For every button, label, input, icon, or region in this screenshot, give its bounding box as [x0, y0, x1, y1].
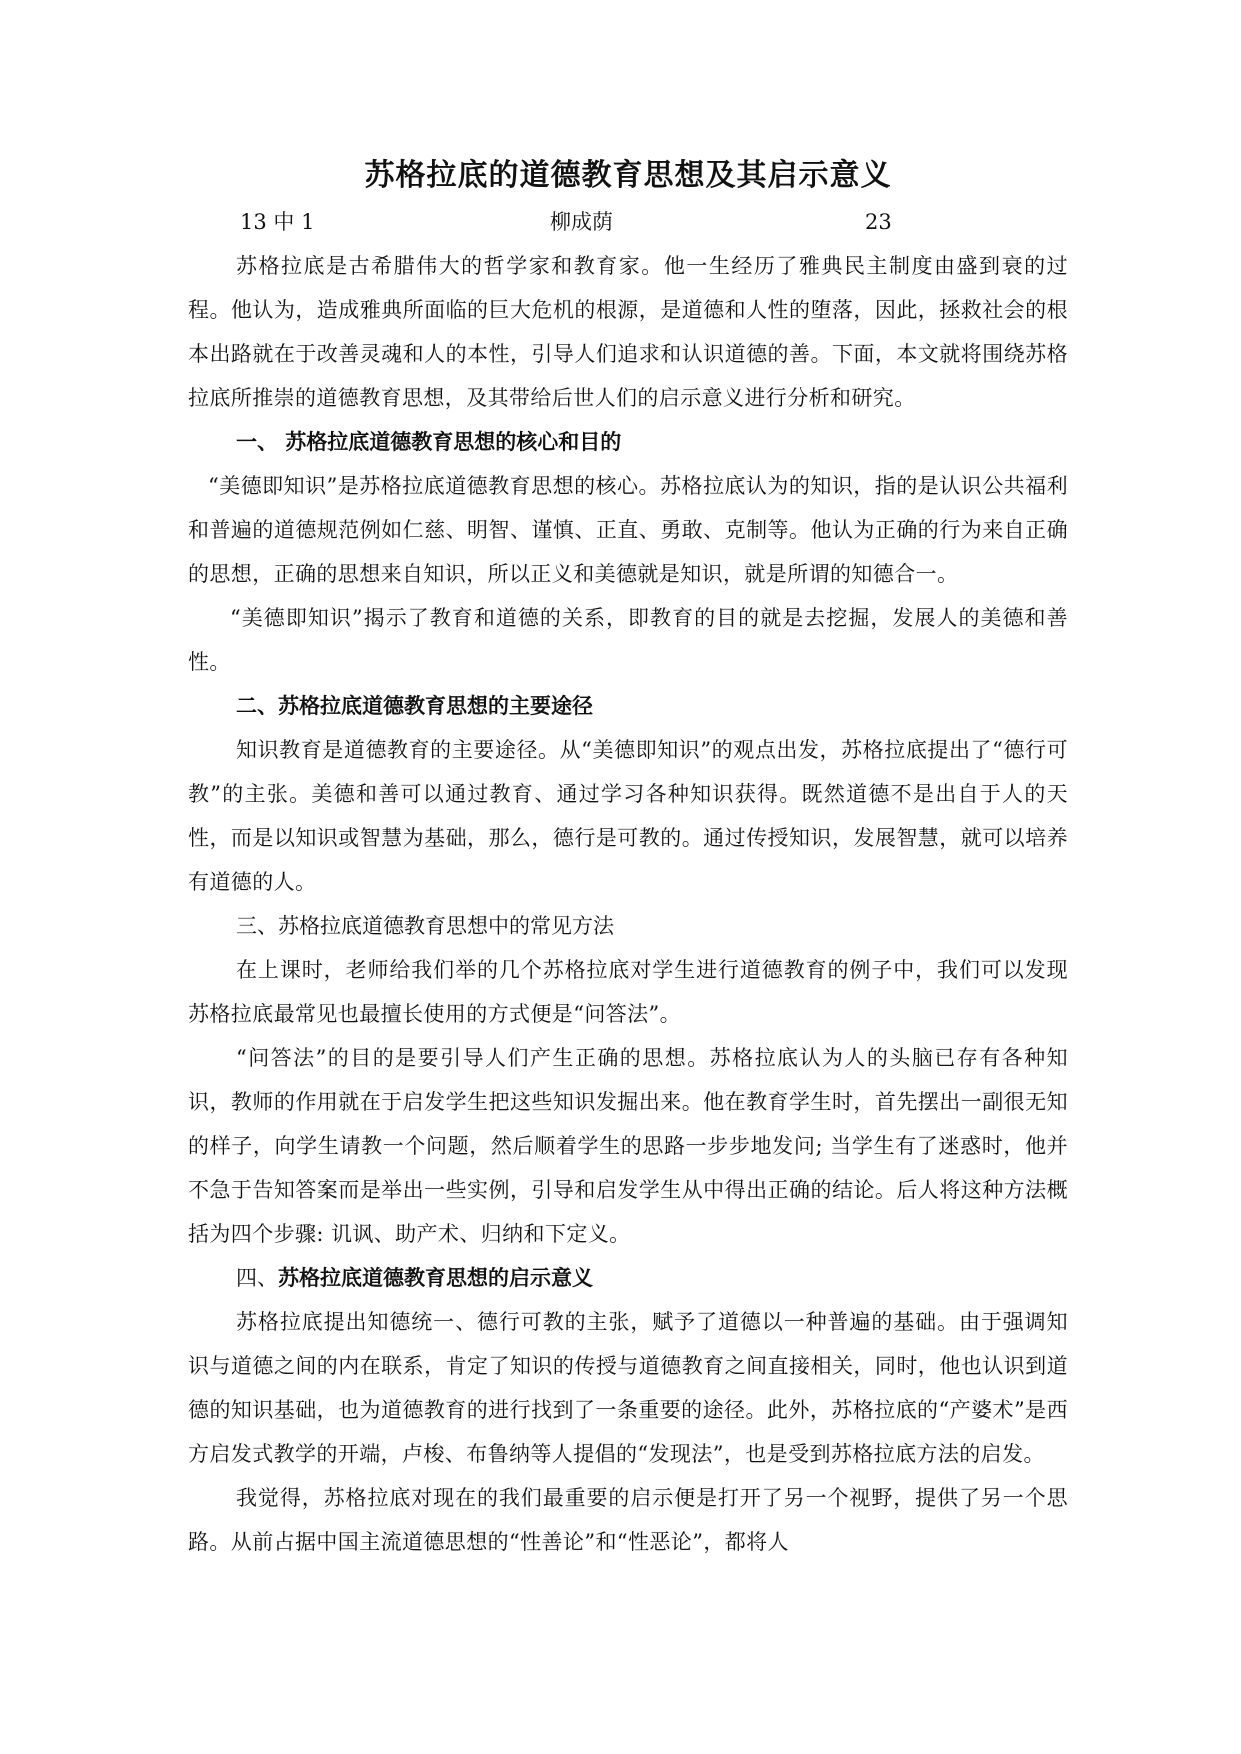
section-4-heading-text: 苏格拉底道德教育思想的启示意义 [278, 1265, 593, 1290]
document-title: 苏格拉底的道德教育思想及其启示意义 [364, 158, 892, 193]
section-3-paragraph-2: “问答法”的目的是要引导人们产生正确的思想。苏格拉底认为人的头脑已存有各种知识，教师的作用就在于启发学生把这些知识发掘出来。他在教育学生时，首先摆出一副很无知的样子，向学生请教一个问题，然后顺着学生的思路一步步地发问; 当学生有了迷惑时，他并不急于告知答案而是举出一些实例，引导和启发学生从中得出正确的结论。后人将这种方法概括为四个步骤: 讥讽、助产术、归纳和下定义。 [188, 1046, 1068, 1246]
section-1-paragraph-1: “美德即知识”是苏格拉底道德教育思想的核心。苏格拉底认为的知识，指的是认识公共福利和普遍的道德规范例如仁慈、明智、谨慎、正直、勇敢、克制等。他认为正确的行为来自正确的思想，正确的思想来自知识，所以正义和美德就是知识，就是所谓的知德合一。 [188, 474, 1068, 586]
section-3-paragraph-1: 在上课时，老师给我们举的几个苏格拉底对学生进行道德教育的例子中，我们可以发现苏格拉底最常见也最擅长使用的方式便是“问答法”。 [188, 958, 1068, 1026]
document-page [188, 150, 1068, 1564]
intro-paragraph: 苏格拉底是古希腊伟大的哲学家和教育家。他一生经历了雅典民主制度由盛到衰的过程。他认为，造成雅典所面临的巨大危机的根源，是道德和人性的堕落，因此，拯救社会的根本出路就在于改善灵魂和人的本性，引导人们追求和认识道德的善。下面，本文就将围绕苏格拉底所推崇的道德教育思想，及其带给后世人们的启示意义进行分析和研究。 [188, 254, 1068, 410]
section-4-heading [188, 1256, 1068, 1300]
author-name: 柳成荫 [550, 210, 613, 234]
author-line [188, 200, 1068, 244]
section-4-heading-prefix: 四、 [236, 1266, 278, 1290]
section-2-heading: 二、苏格拉底道德教育思想的主要途径 [236, 693, 593, 718]
section-4-paragraph-2: 我觉得，苏格拉底对现在的我们最重要的启示便是打开了另一个视野，提供了另一个思路。从前占据中国主流道德思想的“性善论”和“性恶论”，都将人 [188, 1486, 1068, 1554]
student-number: 23 [865, 210, 892, 234]
section-4-paragraph-1: 苏格拉底提出知德统一、德行可教的主张，赋予了道德以一种普遍的基础。由于强调知识与道德之间的内在联系，肯定了知识的传授与道德教育之间直接相关，同时，他也认识到道德的知识基础，也为道德教育的进行找到了一条重要的途径。此外，苏格拉底的“产婆术”是西方启发式教学的开端，卢梭、布鲁纳等人提倡的“发现法”，也是受到苏格拉底方法的启发。 [188, 1310, 1068, 1466]
section-1-heading: 一、 苏格拉底道德教育思想的核心和目的 [236, 429, 622, 454]
section-2-paragraph-1: 知识教育是道德教育的主要途径。从“美德即知识”的观点出发，苏格拉底提出了“德行可教”的主张。美德和善可以通过教育、通过学习各种知识获得。既然道德不是出自于人的天性，而是以知识或智慧为基础，那么，德行是可教的。通过传授知识，发展智慧，就可以培养有道德的人。 [188, 738, 1068, 894]
class-label: 13 中 1 [240, 210, 315, 234]
section-3-heading: 三、苏格拉底道德教育思想中的常见方法 [236, 914, 614, 938]
section-1-paragraph-2: “美德即知识”揭示了教育和道德的关系，即教育的目的就是去挖掘，发展人的美德和善性。 [188, 606, 1068, 674]
